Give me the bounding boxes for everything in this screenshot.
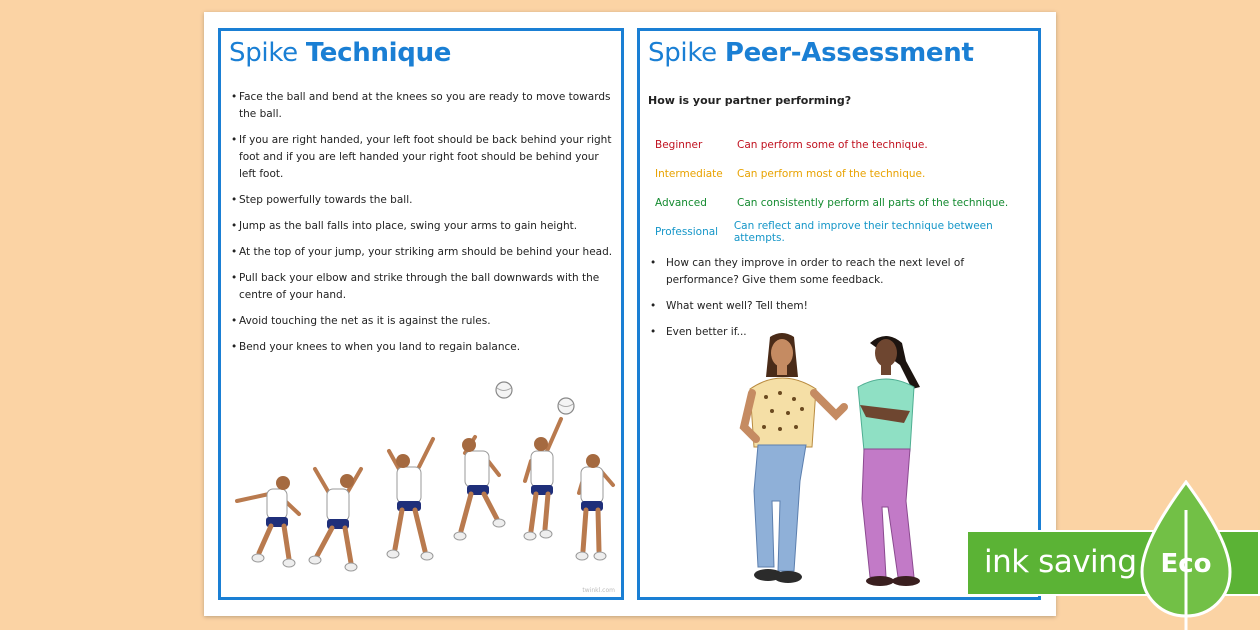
technique-step: • If you are right handed, your left foot should be back behind your right foot and if you are left handed your right foot should be behind your left foot. [231,132,616,183]
assessment-title [648,38,974,68]
player-figure [387,439,433,560]
volleyball-icon [496,382,512,398]
player-figure [576,454,613,560]
feedback-prompt: • What went well? Tell them! [650,298,1035,315]
level-name: Professional [655,225,719,238]
peer-discussion-illustration [736,331,946,599]
technique-panel [218,28,624,600]
eco-badge-label: Eco [1160,549,1212,579]
student-figure [858,336,920,586]
technique-step: • Avoid touching the net as it is against the rules. [231,313,616,330]
player-figure [454,437,505,540]
level-table [655,130,1035,246]
level-name: Advanced [655,196,707,209]
level-row [655,159,1035,188]
level-row [655,130,1035,159]
volleyball-icon [558,398,574,414]
level-row [655,217,1035,246]
level-description: Can consistently perform all parts of the technique. [737,196,1009,209]
technique-step: • Jump as the ball falls into place, swing your arms to gain height. [231,218,616,235]
technique-title [229,38,451,68]
watermark: twinkl.com [582,587,615,594]
level-name: Intermediate [655,167,723,180]
level-description: Can perform some of the technique. [737,138,928,151]
level-description: Can perform most of the technique. [737,167,926,180]
level-description: Can reflect and improve their technique between attempts. [733,219,993,244]
assessment-title-prefix: Spike [648,38,717,68]
eco-leaf-icon [1138,480,1234,630]
technique-step: • At the top of your jump, your striking arm should be behind your head. [231,244,616,261]
technique-title-prefix: Spike [229,38,298,68]
level-row [655,188,1035,217]
spike-sequence-illustration [229,381,617,581]
assessment-question: How is your partner performing? [648,94,852,107]
ink-saving-label: ink saving [984,544,1137,580]
technique-step: • Bend your knees to when you land to regain balance. [231,339,616,356]
worksheet-page [204,12,1056,616]
level-name: Beginner [655,138,703,151]
player-figure [309,469,361,571]
technique-step: • Step powerfully towards the ball. [231,192,616,209]
player-figure [524,419,561,540]
technique-step: • Face the ball and bend at the knees so you are ready to move towards the ball. [231,89,616,123]
technique-title-bold: Technique [305,38,452,68]
feedback-prompt: • Even better if... [650,324,1035,341]
technique-steps [231,89,616,365]
technique-step: • Pull back your elbow and strike through the ball downwards with the centre of your hand. [231,270,616,304]
feedback-prompt: • How can they improve in order to reach the next level of performance? Give them some feedback. [650,255,1035,289]
assessment-title-bold: Peer-Assessment [724,38,974,68]
student-figure [744,333,844,583]
player-figure [237,476,299,567]
assessment-panel [637,28,1041,600]
